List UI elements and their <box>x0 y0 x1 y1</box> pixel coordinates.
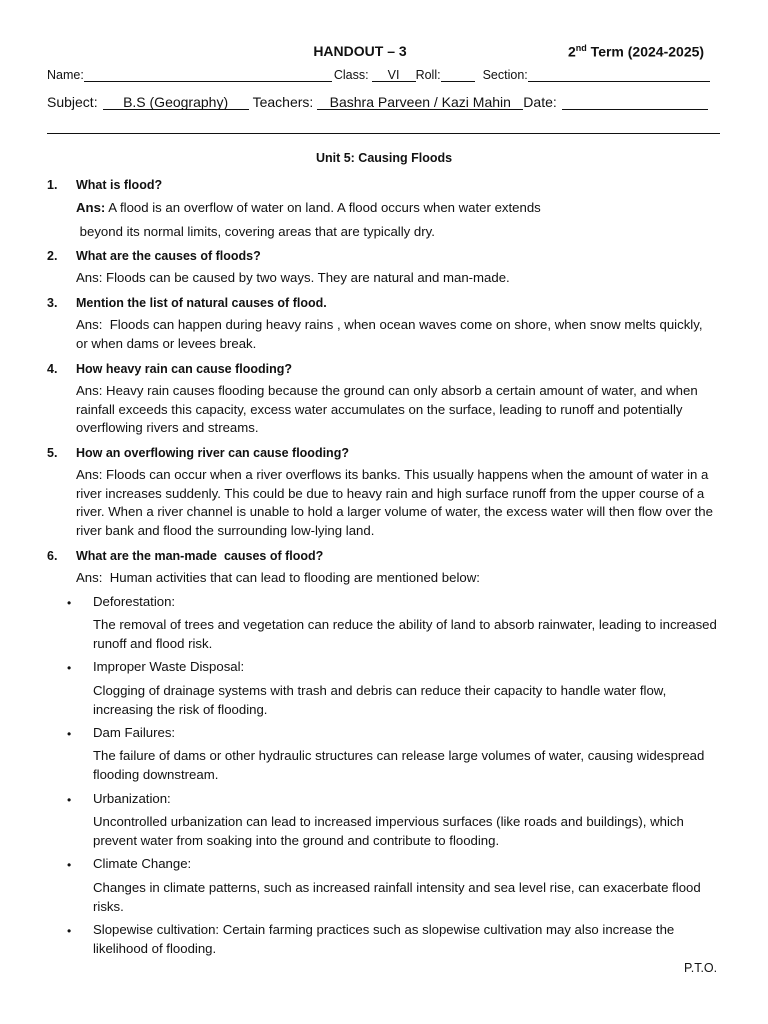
question-text: What is flood? <box>76 178 163 192</box>
section-field[interactable] <box>528 68 710 82</box>
bullet-text: Changes in climate patterns, such as increased rainfall intensity and sea level rise, can exacerbate flood risks. <box>93 880 701 914</box>
answer-text <box>76 199 716 218</box>
subject-teacher-row <box>47 94 708 110</box>
question-text: What are the man-made causes of flood? <box>76 549 324 563</box>
bullet-label: Dam Failures: <box>93 725 176 740</box>
subject-field[interactable] <box>103 94 249 110</box>
unit-title: Unit 5: Causing Floods <box>315 151 453 165</box>
question-number: 5. <box>47 446 58 460</box>
teachers-field[interactable] <box>317 94 523 110</box>
question-text: How heavy rain can cause flooding? <box>76 362 293 376</box>
bullet-text: The removal of trees and vegetation can reduce the ability of land to absorb rainwater, leading to increased runoff and flood risk. <box>93 617 717 651</box>
question-number: 6. <box>47 549 58 563</box>
header-divider <box>47 133 720 134</box>
answer-text: Ans: Heavy rain causes flooding because the ground can only absorb a certain amount of water, and when rainfall exceeds this capacity, excess water accumulates on the surface, leading to runoff and potentially overflowing rivers and streams. <box>76 383 698 435</box>
bullet-label: Urbanization: <box>93 791 171 806</box>
bullet-icon: • <box>67 596 72 610</box>
bullet-icon: • <box>67 661 72 675</box>
subject-label: Subject: <box>47 94 98 110</box>
bullet-icon: • <box>67 793 72 807</box>
subject-value: B.S (Geography) <box>123 94 229 110</box>
pto-label: P.T.O. <box>684 961 718 975</box>
question-text: What are the causes of floods? <box>76 249 261 263</box>
question-number: 2. <box>47 249 58 263</box>
name-label: Name: <box>47 68 84 82</box>
answer-text: Ans: Floods can happen during heavy rains , when ocean waves come on shore, when snow melts quickly, or when dams or levees break. <box>76 317 707 351</box>
teachers-value: Bashra Parveen / Kazi Mahin <box>329 94 511 110</box>
class-field[interactable] <box>372 68 416 82</box>
class-value: VI <box>387 68 400 82</box>
class-label: Class: <box>333 68 369 82</box>
bullet-text: Slopewise cultivation: Certain farming practices such as slopewise cultivation may also increase the likelihood of flooding. <box>93 922 675 956</box>
bullet-text: Clogging of drainage systems with trash and debris can reduce their capacity to handle water flow, increasing the risk of flooding. <box>93 683 667 717</box>
answer-text: Ans: Floods can occur when a river overflows its banks. This usually happens when the amount of water in a river increases suddenly. This could be due to heavy rain and high surface runoff from the upper course of a river. When a river channel is unable to hold a larger volume of water, the excess water will then flow over the river bank and flood the surrounding low-lying land. <box>76 467 713 538</box>
answer-line-2: beyond its normal limits, covering areas that are typically dry. <box>76 224 435 239</box>
roll-field[interactable] <box>441 68 475 82</box>
term-rest: Term (2024-2025) <box>586 43 705 60</box>
bullet-icon: • <box>67 924 72 938</box>
bullet-text: Uncontrolled urbanization can lead to increased impervious surfaces (like roads and buildings), which prevent water from soaking into the ground and contribute to flooding. <box>93 814 684 848</box>
name-class-row <box>47 68 710 82</box>
question-number: 3. <box>47 296 58 310</box>
bullet-label: Climate Change: <box>93 856 192 871</box>
bullet-icon: • <box>67 727 72 741</box>
answer-prefix: Ans: <box>76 200 106 215</box>
bullet-label: Deforestation: <box>93 594 176 609</box>
bullet-icon: • <box>67 858 72 872</box>
answer-text: Ans: Floods can be caused by two ways. They are natural and man-made. <box>76 270 510 285</box>
date-field[interactable] <box>562 94 708 110</box>
question-text: Mention the list of natural causes of flood. <box>76 296 327 310</box>
bullet-text: The failure of dams or other hydraulic structures can release large volumes of water, causing widespread flooding downstream. <box>93 748 705 782</box>
question-number: 1. <box>47 178 58 192</box>
answer-text: Ans: Human activities that can lead to flooding are mentioned below: <box>76 570 480 585</box>
roll-label: Roll: <box>415 68 441 82</box>
answer-line: A flood is an overflow of water on land. A flood occurs when water extends <box>105 200 541 215</box>
handout-title: HANDOUT – 3 <box>313 43 407 59</box>
term-number: 2 <box>568 43 576 60</box>
teachers-label: Teachers: <box>252 94 314 110</box>
section-label: Section: <box>482 68 528 82</box>
date-label: Date: <box>523 94 557 110</box>
name-field[interactable] <box>84 68 332 82</box>
question-text: How an overflowing river can cause flooding? <box>76 446 349 460</box>
term-superscript: nd <box>575 43 587 53</box>
term-label <box>568 43 704 60</box>
bullet-label: Improper Waste Disposal: <box>93 659 245 674</box>
question-number: 4. <box>47 362 58 376</box>
